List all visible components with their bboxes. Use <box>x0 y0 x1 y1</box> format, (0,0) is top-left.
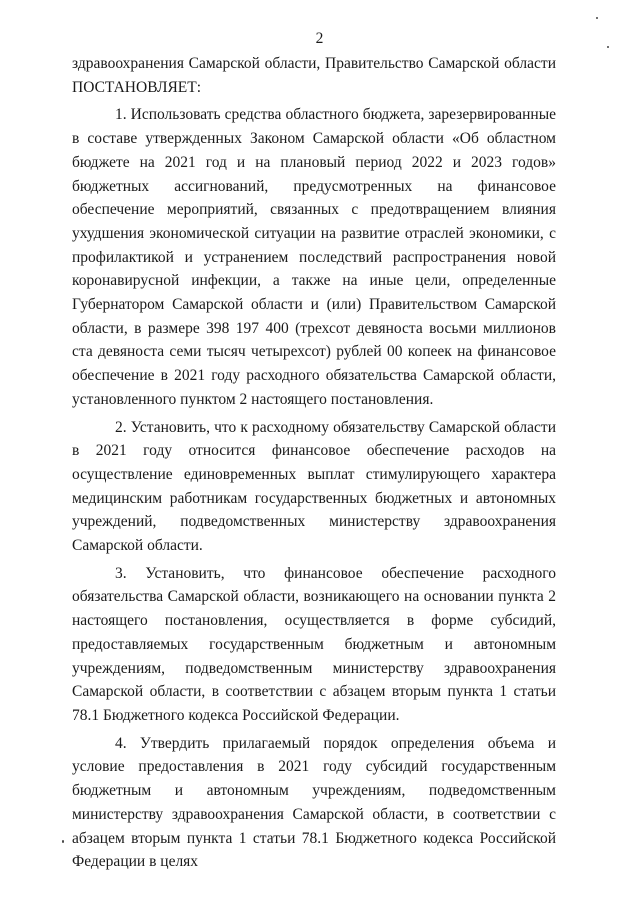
document-body <box>72 52 556 874</box>
scan-speck <box>62 840 64 843</box>
scan-speck <box>607 46 609 48</box>
paragraph-item-3: 3. Установить, что финансовое обеспечение расходного обязательства Самарской области, возникающего на основании пункта 2 настоящего постановления, осуществляется в форме субсидий, предоставляемых государственным бюджетным и автономным учреждениям, подведомственным министерству здравоохранения Самарской области, в соответствии с абзацем вторым пункта 1 статьи 78.1 Бюджетного кодекса Российской Федерации. <box>72 564 556 724</box>
paragraph-item-2: 2. Установить, что к расходному обязательству Самарской области в 2021 году относится финансовое обеспечение расходов на осуществление единовременных выплат стимулирующего характера медицинским работникам государственных бюджетных и автономных учреждений, подведомственных министерству здравоохранения Самарской области. <box>72 418 556 555</box>
page-number: 2 <box>315 30 324 47</box>
paragraph-item-4: 4. Утвердить прилагаемый порядок определения объема и условие предоставления в 2021 году субсидий государственным бюджетным и автономным учреждениям, подведомственным министерству здравоохранения Самарской области, в соответствии с абзацем вторым пункта 1 статьи 78.1 Бюджетного кодекса Российской Федерации в целях <box>72 734 556 871</box>
paragraph-intro: здравоохранения Самарской области, Правительство Самарской области ПОСТАНОВЛЯЕТ: <box>72 55 556 96</box>
scan-speck <box>596 17 598 19</box>
paragraph-item-1: 1. Использовать средства областного бюджета, зарезервированные в составе утвержденных Законом Самарской области «Об областном бюджете на 2021 год и на плановый период 2022 и 2023 годов» бюджетных ассигнований, предусмотренных на финансовое обеспечение мероприятий, связанных с предотвращением влияния ухудшения экономической ситуации на развитие отраслей экономики, с профилактикой и устранением последствий распространения новой коронавирусной инфекции, а также на иные цели, определенные Губернатором Самарской области и (или) Правительством Самарской области, в размере 398 197 400 (трехсот девяноста восьми миллионов ста девяноста семи тысяч четырехсот) рублей 00 копеек на финансовое обеспечение в 2021 году расходного обязательства Самарской области, установленного пунктом 2 настоящего постановления. <box>72 106 556 408</box>
